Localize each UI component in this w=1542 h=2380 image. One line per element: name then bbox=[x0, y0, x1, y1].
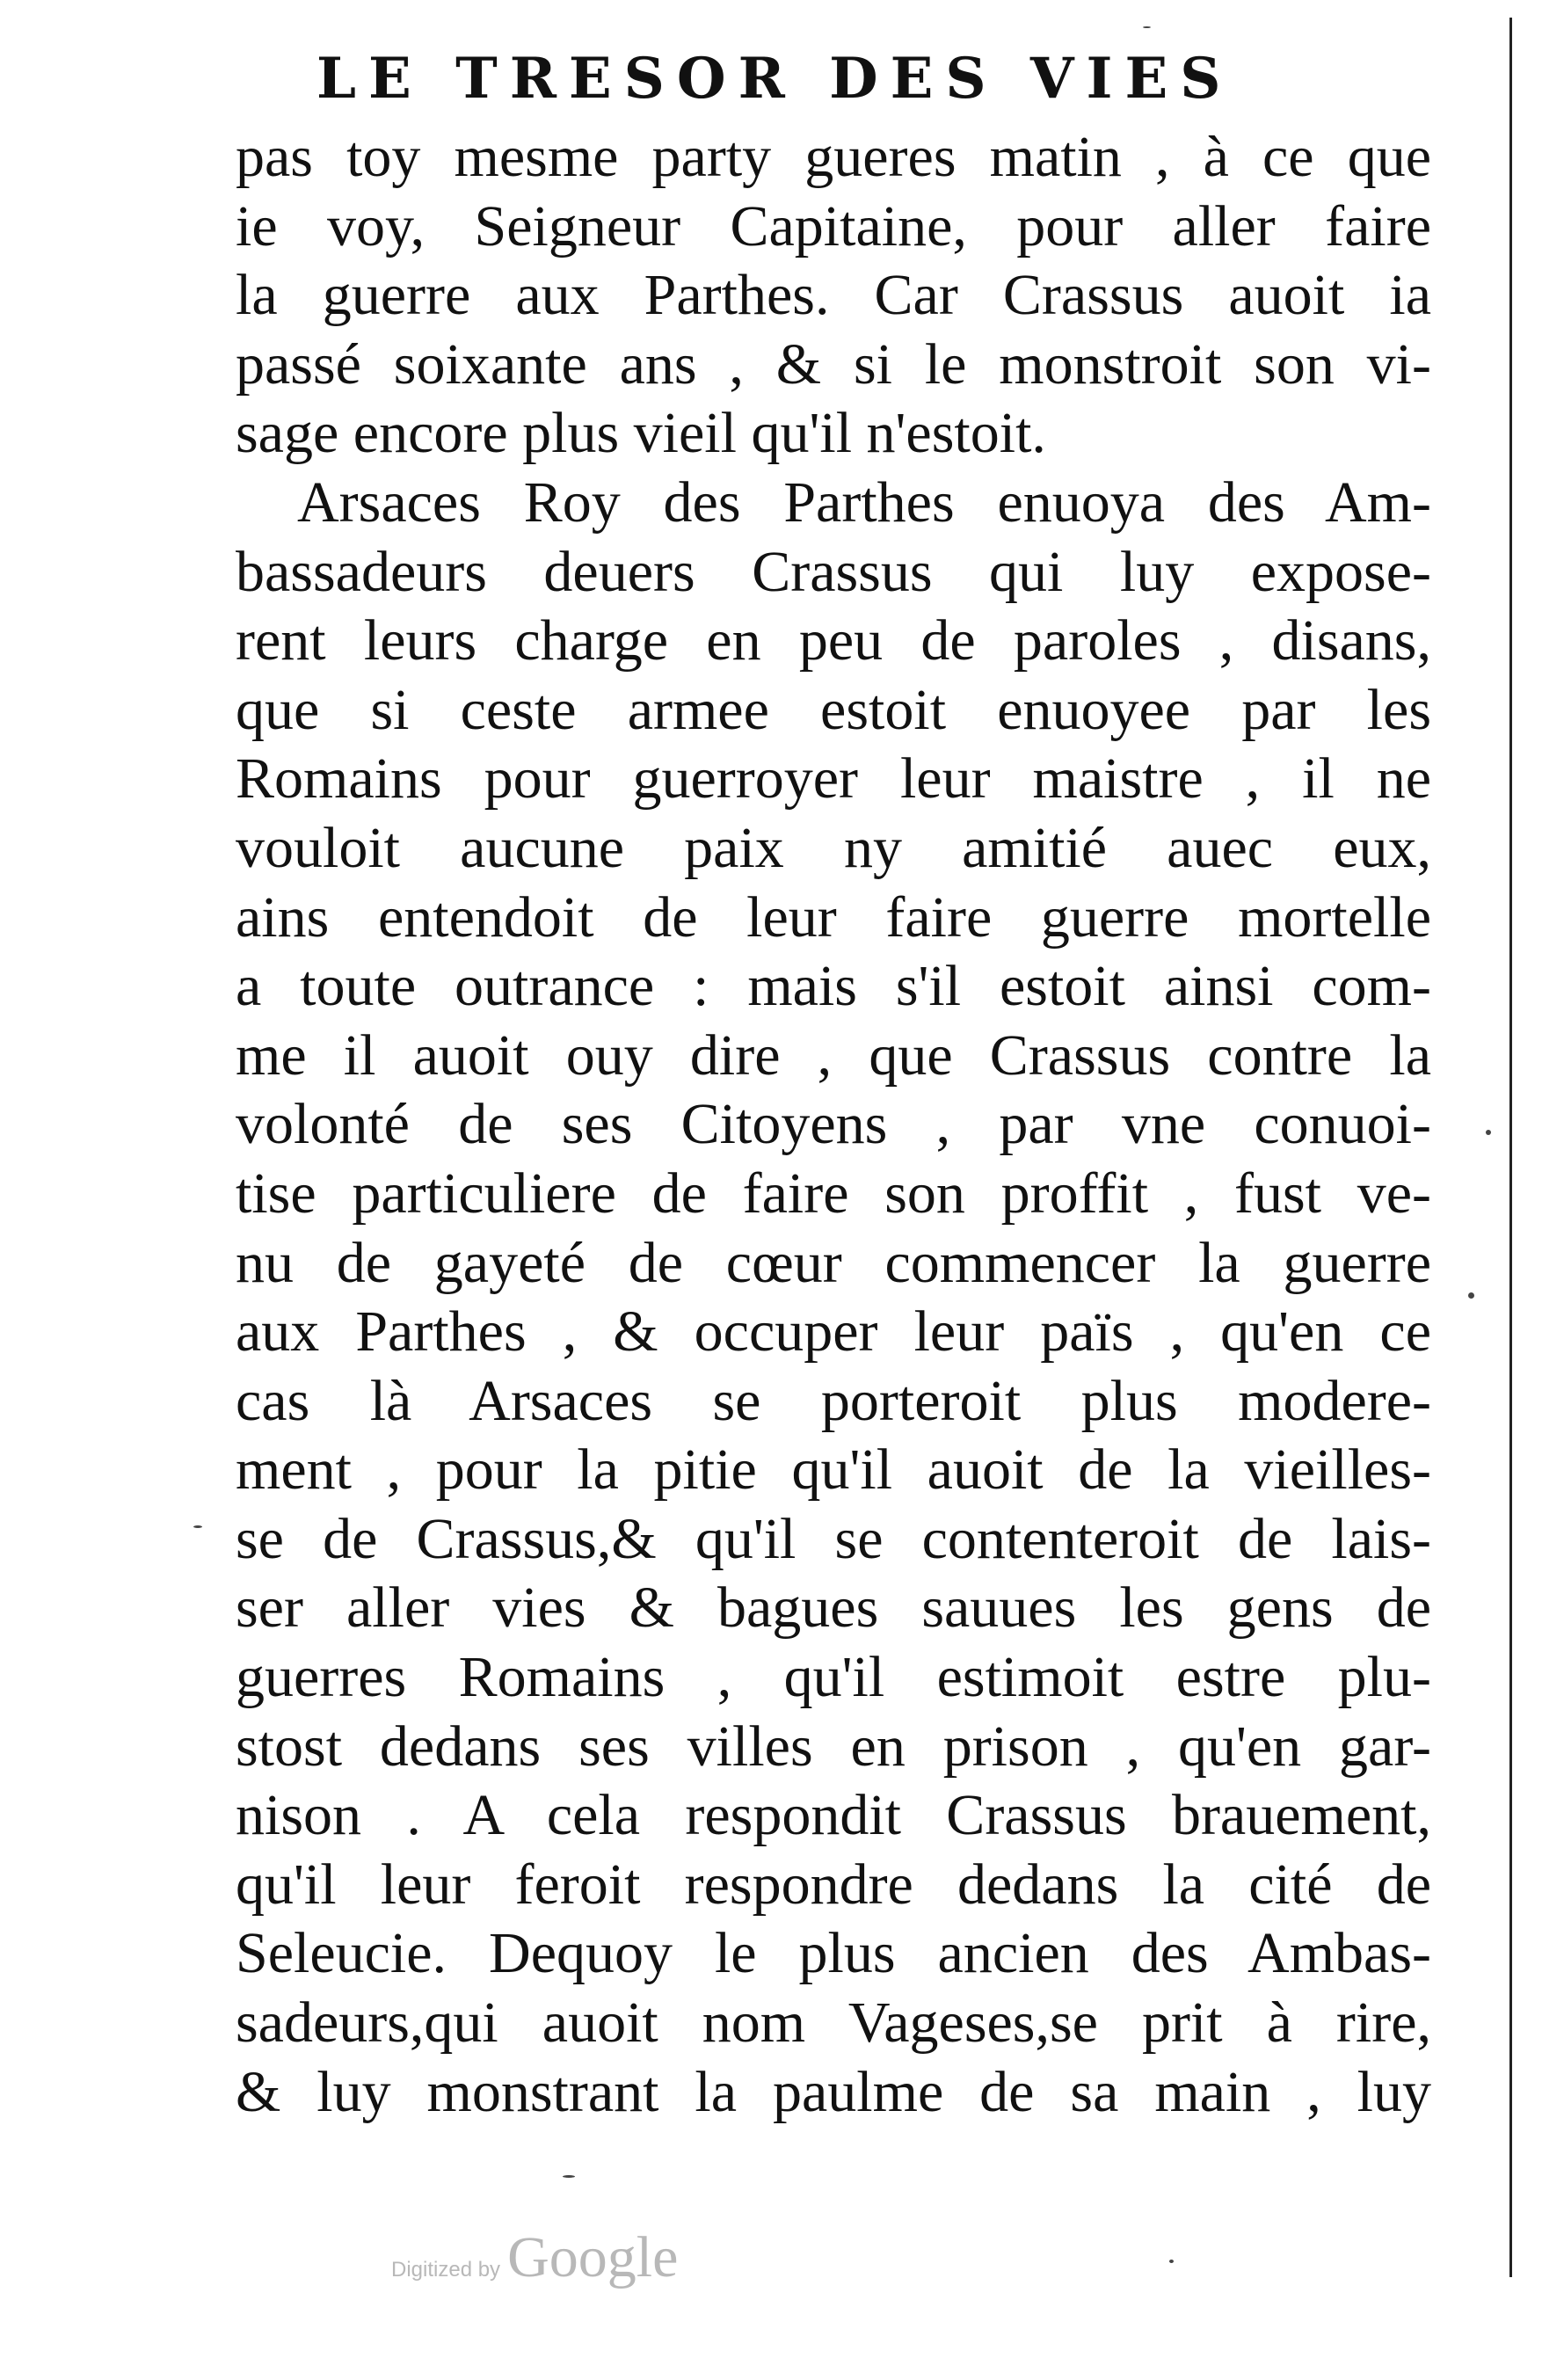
text-line: nison . A cela respondit Crassus brauement, bbox=[236, 1783, 1431, 1848]
text-line: Seleucie. Dequoy le plus ancien des Ambas- bbox=[236, 1921, 1431, 1986]
text-line: se de Crassus,& qu'il se contenteroit de lais- bbox=[236, 1506, 1431, 1571]
body-text bbox=[236, 123, 1431, 2127]
text-line: tise particuliere de faire son proffit , fust ve- bbox=[236, 1161, 1431, 1226]
text-line: Arsaces Roy des Parthes enuoya des Am- bbox=[297, 469, 1431, 535]
text-line: la guerre aux Parthes. Car Crassus auoit ia bbox=[236, 263, 1431, 328]
text-line: sage encore plus vieil qu'il n'estoit. bbox=[236, 401, 1046, 466]
text-line: que si ceste armee estoit enuoyee par les bbox=[236, 677, 1431, 742]
text-line: a toute outrance : mais s'il estoit ainsi com- bbox=[236, 954, 1431, 1019]
ink-speck bbox=[1169, 2260, 1174, 2263]
text-line: ie voy, Seigneur Capitaine, pour aller faire bbox=[236, 193, 1431, 258]
text-line: stost dedans ses villes en prison , qu'en gar- bbox=[236, 1714, 1431, 1779]
text-line: ment , pour la pitie qu'il auoit de la vieilles- bbox=[236, 1437, 1431, 1503]
text-line: & luy monstrant la paulme de sa main , luy bbox=[236, 2059, 1431, 2124]
text-line: vouloit aucune paix ny amitié auec eux, bbox=[236, 815, 1431, 880]
digitized-watermark bbox=[391, 2224, 678, 2291]
ink-speck bbox=[1143, 26, 1151, 28]
ink-speck bbox=[1468, 1292, 1474, 1299]
ink-speck bbox=[563, 2175, 575, 2178]
text-line: guerres Romains , qu'il estimoit estre plu- bbox=[236, 1645, 1431, 1710]
digitized-by-label: Digitized by bbox=[391, 2258, 501, 2282]
text-line: pas toy mesme party gueres matin , à ce que bbox=[236, 125, 1431, 189]
ink-speck bbox=[1486, 1130, 1491, 1135]
text-line: nu de gayeté de cœur commencer la guerre bbox=[236, 1230, 1431, 1295]
text-line: qu'il leur feroit respondre dedans la cité de bbox=[236, 1852, 1431, 1917]
text-line: cas là Arsaces se porteroit plus modere- bbox=[236, 1368, 1431, 1433]
text-line: ains entendoit de leur faire guerre mortelle bbox=[236, 884, 1431, 950]
text-line: rent leurs charge en peu de paroles , disans, bbox=[236, 608, 1431, 673]
ink-speck bbox=[193, 1525, 202, 1528]
google-logo: Google bbox=[507, 2225, 679, 2289]
text-line: volonté de ses Citoyens , par vne conuoi- bbox=[236, 1092, 1431, 1157]
text-line: sadeurs,qui auoit nom Vageses,se prit à rire, bbox=[236, 1991, 1431, 2056]
text-line: Romains pour guerroyer leur maistre , il ne bbox=[236, 746, 1431, 812]
text-line: passé soixante ans , & si le monstroit son vi- bbox=[236, 331, 1431, 397]
text-line: me il auoit ouy dire , que Crassus contre la bbox=[236, 1023, 1431, 1088]
page-edge-rule bbox=[1509, 18, 1512, 2277]
text-line: ser aller vies & bagues sauues les gens de bbox=[236, 1576, 1431, 1641]
text-line: bassadeurs deuers Crassus qui luy expose- bbox=[236, 539, 1431, 604]
text-line: aux Parthes , & occuper leur païs , qu'en ce bbox=[236, 1299, 1431, 1365]
running-head: LE TRESOR DES VIES bbox=[316, 46, 1233, 112]
